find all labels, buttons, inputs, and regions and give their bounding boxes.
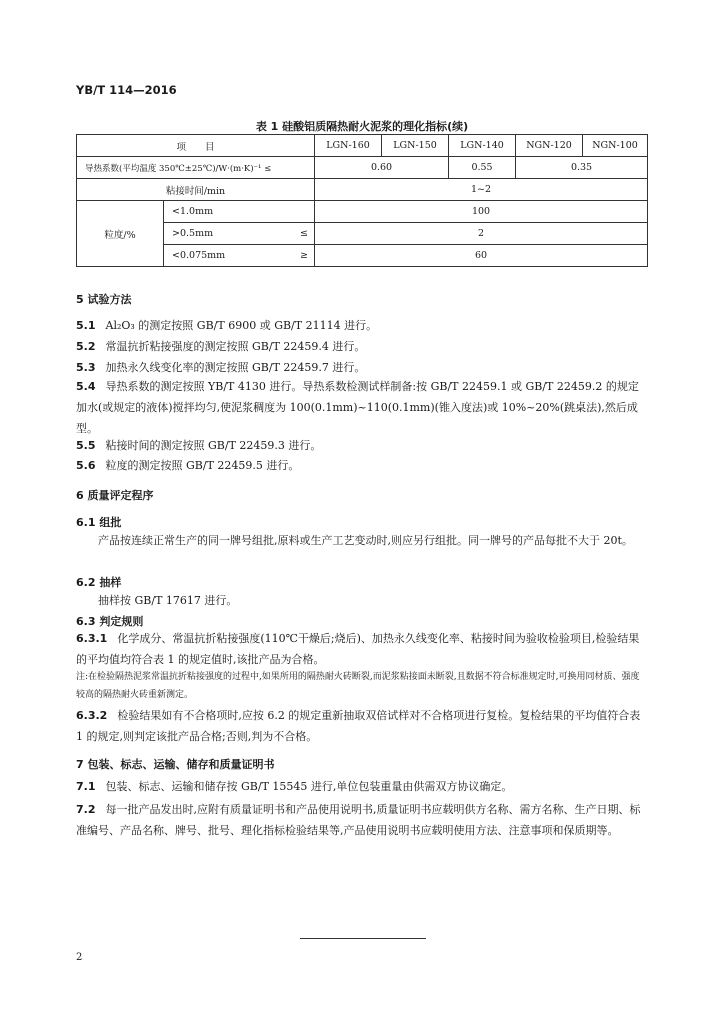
grade-header: LGN-160: [315, 135, 382, 157]
conductivity-label: 导热系数(平均温度 350℃±25℃)/W·(m·K)⁻¹ ≤: [77, 157, 315, 179]
clause-text: 包装、标志、运输和储存按 GB/T 15545 进行,单位包装重量由供需双方协议确定。: [105, 780, 513, 793]
clause-6-1-heading: 6.1 组批: [76, 516, 122, 529]
grade-header: NGN-120: [516, 135, 583, 157]
table-row: [77, 179, 648, 201]
table-row: [77, 201, 648, 223]
standard-number: YB/T 114—2016: [76, 83, 177, 97]
clause-number: 6.3.1: [76, 632, 108, 645]
clause-text: 常温抗折粘接强度的测定按照 GB/T 22459.4 进行。: [105, 340, 366, 353]
section-6-heading: 6 质量评定程序: [76, 489, 154, 502]
clause-6-3-1: [76, 628, 648, 670]
comparator: ≥: [269, 245, 315, 267]
grain-label: 粒度/%: [77, 201, 164, 267]
col-item-header: 项 目: [77, 135, 315, 157]
grade-header: LGN-150: [382, 135, 449, 157]
clause-number: 6.3.2: [76, 709, 108, 722]
table-cell: 2: [315, 223, 648, 245]
clause-6-2-text: 抽样按 GB/T 17617 进行。: [98, 594, 238, 607]
clause-7-1: [76, 776, 648, 797]
comparator: ≤: [269, 223, 315, 245]
clause-5-2: [76, 336, 648, 357]
grade-header: NGN-100: [583, 135, 648, 157]
clause-5-6: [76, 455, 648, 476]
table-row: [77, 157, 648, 179]
clause-text: Al₂O₃ 的测定按照 GB/T 6900 或 GB/T 21114 进行。: [105, 319, 378, 332]
table-cell: 100: [315, 201, 648, 223]
clause-6-3-heading: 6.3 判定规则: [76, 615, 144, 628]
clause-5-5: [76, 435, 648, 456]
section-7-heading: 7 包装、标志、运输、储存和质量证明书: [76, 758, 275, 771]
clause-text: 导热系数的测定按照 YB/T 4130 进行。导热系数检测试样制备:按 GB/T 22459.1 或 GB/T 22459.2 的规定加水(或规定的液体)搅拌均匀,使泥浆稠度为 100(0.1mm)~110(0.1mm)(锥入度法)或 10%~20%(跳桌法),然后成型。: [76, 380, 639, 435]
clause-number: 5.2: [76, 340, 96, 353]
clause-number: 5.3: [76, 361, 96, 374]
clause-text: 检验结果如有不合格项时,应按 6.2 的规定重新抽取双倍试样对不合格项进行复检。复检结果的平均值符合表 1 的规定,则判定该批产品合格;否则,判为不合格。: [76, 709, 641, 743]
table-cell: 0.55: [449, 157, 516, 179]
table-cell: 60: [315, 245, 648, 267]
clause-number: 7.1: [76, 780, 96, 793]
clause-7-2: [76, 799, 648, 841]
clause-text: 化学成分、常温抗折粘接强度(110℃干燥后;烧后)、加热永久线变化率、粘接时间为验收检验项目,检验结果的平均值均符合表 1 的规定值时,该批产品为合格。: [76, 632, 640, 666]
clause-5-4: [76, 376, 648, 439]
clause-number: 5.4: [76, 380, 96, 393]
spec-table: [76, 134, 648, 267]
grain-sub-label: >0.5mm: [164, 223, 269, 245]
clause-text: 加热永久线变化率的测定按照 GB/T 22459.7 进行。: [105, 361, 366, 374]
table-cell: 0.35: [516, 157, 648, 179]
clause-number: 7.2: [76, 803, 96, 816]
grain-sub-label: <1.0mm: [164, 201, 315, 223]
section-5-heading: 5 试验方法: [76, 293, 132, 306]
clause-number: 5.5: [76, 439, 96, 452]
table-caption: 表 1 硅酸铝质隔热耐火泥浆的理化指标(续): [255, 120, 469, 133]
grain-sub-label: <0.075mm: [164, 245, 269, 267]
clause-number: 5.6: [76, 459, 96, 472]
clause-number: 5.1: [76, 319, 96, 332]
clause-6-1-text: 产品按连续正常生产的同一牌号组批,原料或生产工艺变动时,则应另行组批。同一牌号的产品每批不大于 20t。: [98, 534, 633, 547]
page-number: 2: [76, 952, 83, 963]
clause-text: 粒度的测定按照 GB/T 22459.5 进行。: [105, 459, 300, 472]
table-cell: 0.60: [315, 157, 449, 179]
clause-5-3: [76, 357, 648, 378]
clause-6-3-2: [76, 705, 648, 747]
clause-5-1: [76, 315, 648, 336]
table-header-row: [77, 135, 648, 157]
note: 注:在检验隔热泥浆常温抗折粘接强度的过程中,如果所用的隔热耐火砖断裂,而泥浆粘接面未断裂,且数据不符合标准规定时,可换用同材质、强度较高的隔热耐火砖重新测定。: [76, 672, 640, 700]
grade-header: LGN-140: [449, 135, 516, 157]
clause-text: 粘接时间的测定按照 GB/T 22459.3 进行。: [105, 439, 322, 452]
footer-rule: [300, 938, 426, 939]
clause-6-2-heading: 6.2 抽样: [76, 576, 122, 589]
table-cell: 1~2: [315, 179, 648, 201]
clause-text: 每一批产品发出时,应附有质量证明书和产品使用说明书,质量证明书应载明供方名称、需方名称、生产日期、标准编号、产品名称、牌号、批号、理化指标检验结果等,产品使用说明书应载明使用方法、注意事项和保质期等。: [76, 803, 641, 837]
time-label: 粘接时间/min: [77, 179, 315, 201]
